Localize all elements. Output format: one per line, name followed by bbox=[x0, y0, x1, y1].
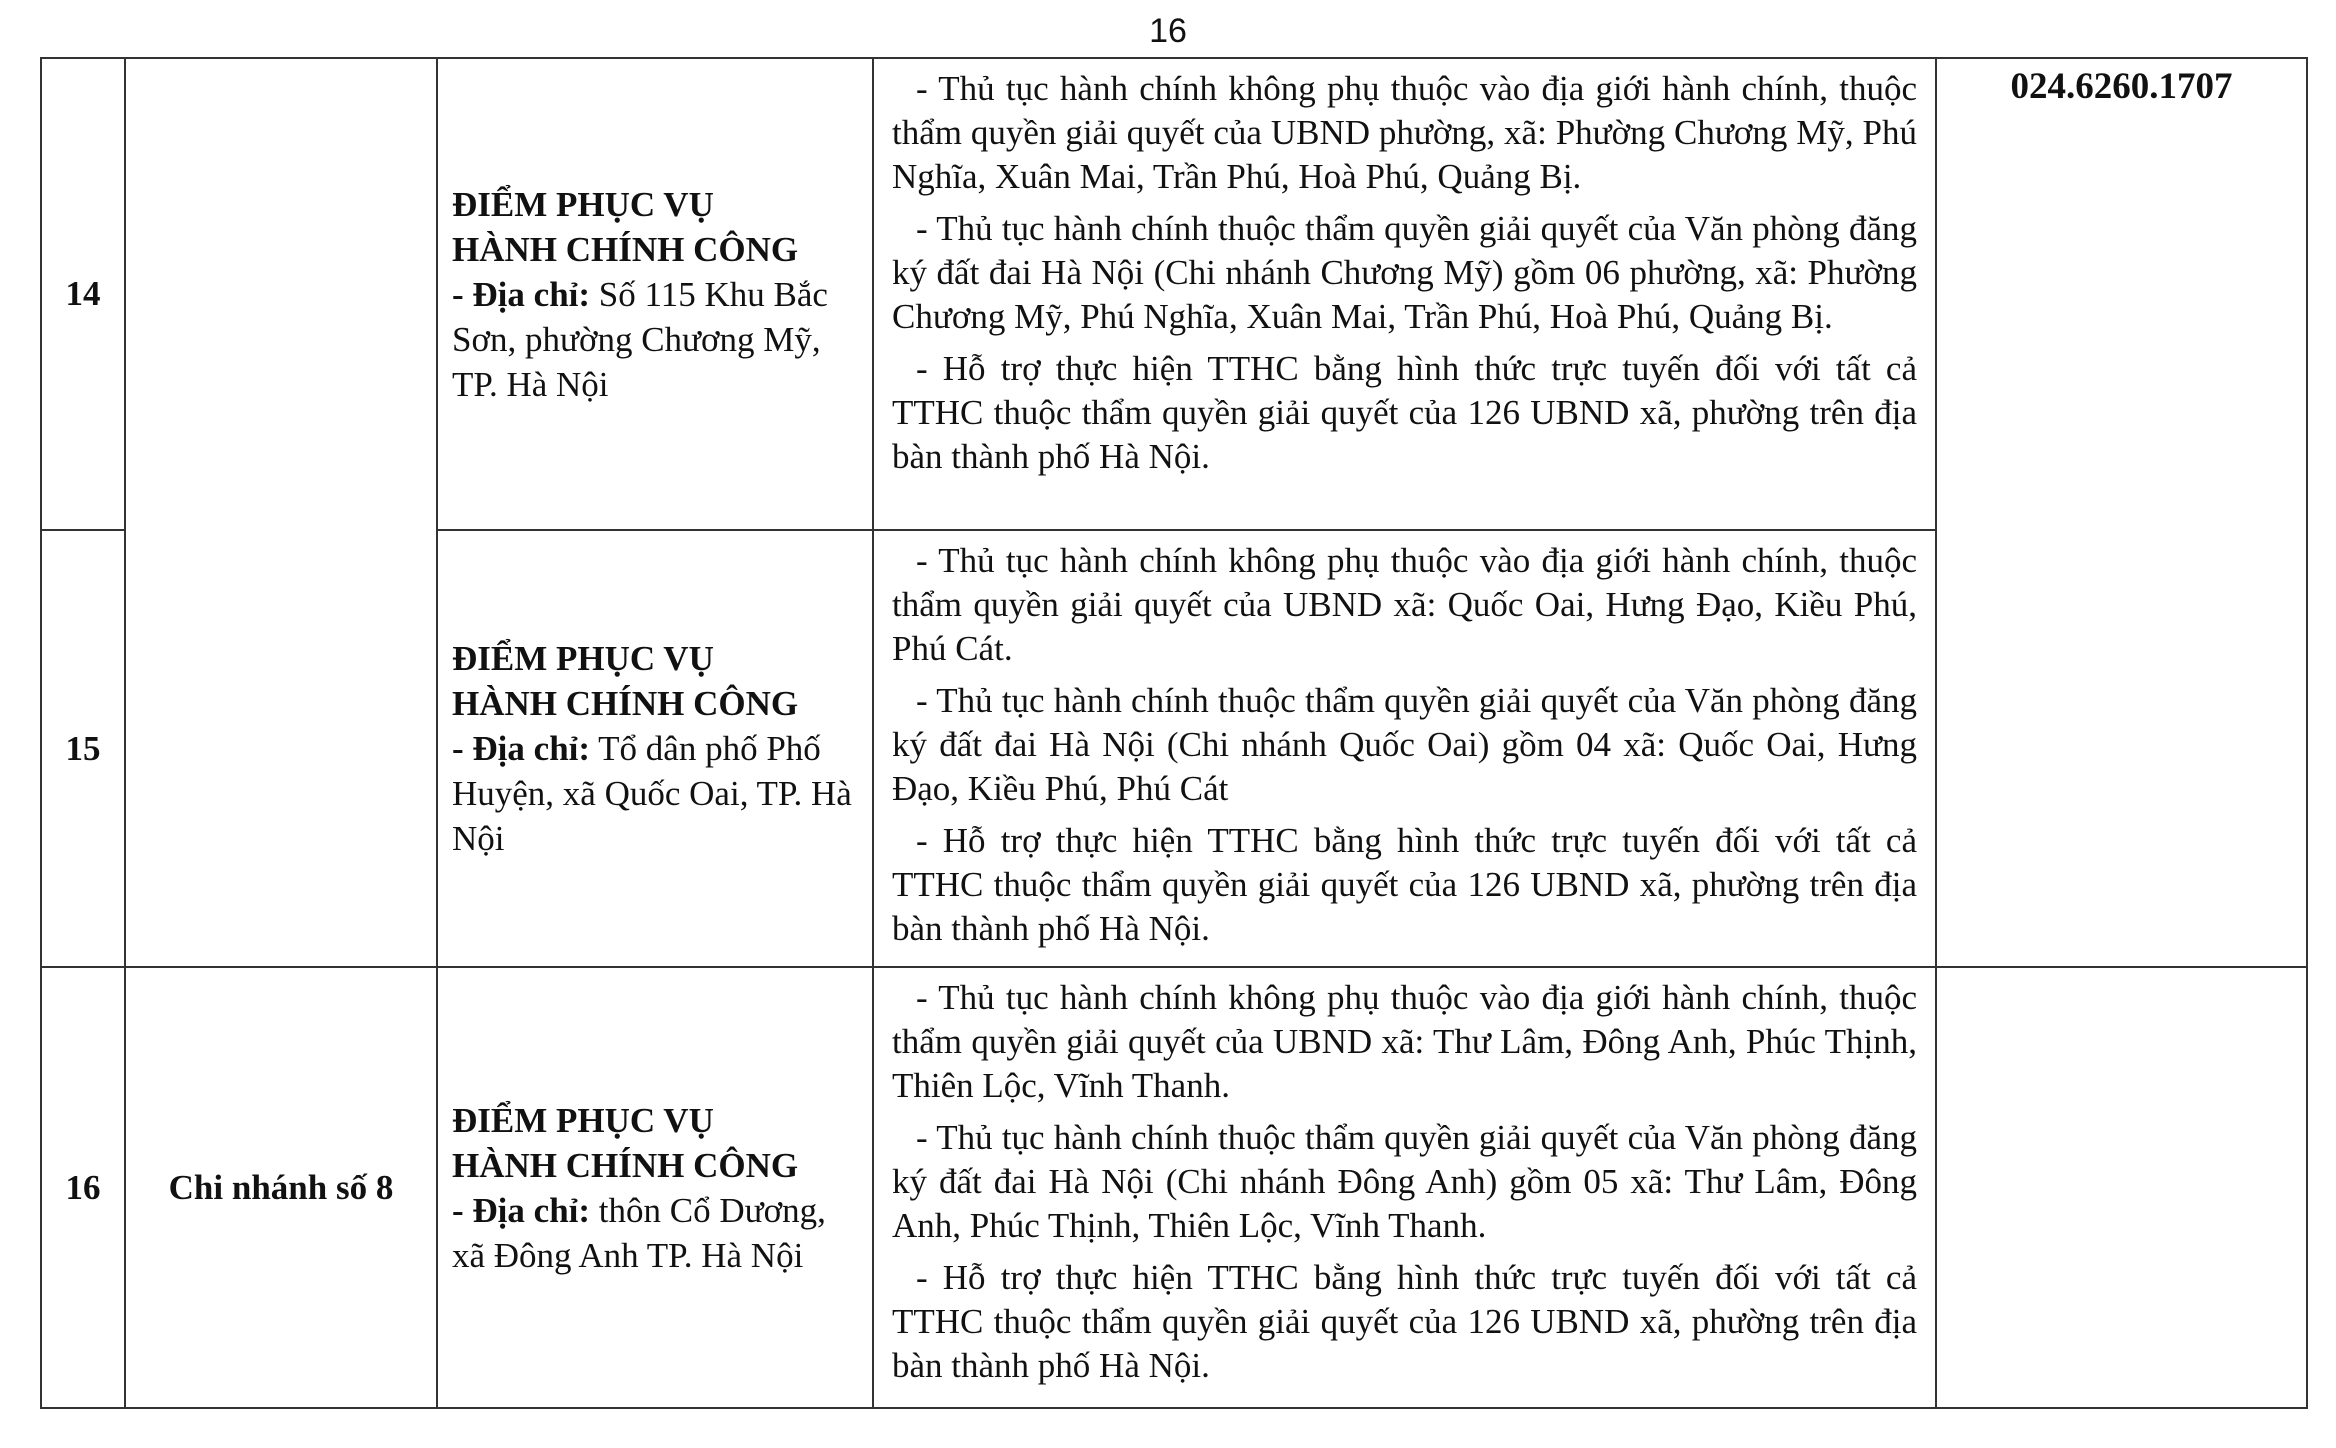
service-point-cell bbox=[437, 967, 873, 1408]
procedures-cell bbox=[873, 58, 1936, 530]
service-point-title: HÀNH CHÍNH CÔNG bbox=[452, 1145, 799, 1185]
service-point-title: ĐIỂM PHỤC VỤ bbox=[452, 639, 714, 678]
service-points-table bbox=[40, 57, 2308, 1409]
row-number: 15 bbox=[41, 530, 125, 967]
page-number: 16 bbox=[1149, 12, 1187, 50]
table-row bbox=[41, 58, 2307, 530]
procedure-item: - Hỗ trợ thực hiện TTHC bằng hình thức trực tuyến đối với tất cả TTHC thuộc thẩm quyền giải quyết của 126 UBND xã, phường trên địa bàn thành phố Hà Nội. bbox=[892, 821, 1917, 948]
service-point-cell bbox=[437, 58, 873, 530]
address-label: - Địa chỉ: bbox=[452, 1190, 591, 1230]
service-point-cell bbox=[437, 530, 873, 967]
row-number: 16 bbox=[41, 967, 125, 1408]
address-text: Tổ dân phố Phố Huyện, xã Quốc Oai, TP. Hà Nội bbox=[452, 729, 852, 858]
phone-cell: 024.6260.1707 bbox=[1936, 58, 2307, 967]
procedure-item: - Thủ tục hành chính thuộc thẩm quyền giải quyết của Văn phòng đăng ký đất đai Hà Nội (Chi nhánh Đông Anh) gồm 05 xã: Thư Lâm, Đông Anh, Phúc Thịnh, Thiên Lộc, Vĩnh Thanh. bbox=[892, 1118, 1917, 1245]
service-point-title: HÀNH CHÍNH CÔNG bbox=[452, 684, 799, 723]
procedure-item: - Hỗ trợ thực hiện TTHC bằng hình thức trực tuyến đối với tất cả TTHC thuộc thẩm quyền giải quyết của 126 UBND xã, phường trên địa bàn thành phố Hà Nội. bbox=[892, 349, 1917, 476]
address-text: thôn Cổ Dương, xã Đông Anh TP. Hà Nội bbox=[452, 1190, 826, 1275]
address-label: - Địa chỉ: bbox=[452, 274, 591, 314]
procedures-cell bbox=[873, 967, 1936, 1408]
procedure-item: - Thủ tục hành chính không phụ thuộc vào địa giới hành chính, thuộc thẩm quyền giải quyết của UBND xã: Thư Lâm, Đông Anh, Phúc Thịnh, Thiên Lộc, Vĩnh Thanh. bbox=[892, 978, 1917, 1105]
branch-cell bbox=[125, 58, 437, 967]
service-point-title: HÀNH CHÍNH CÔNG bbox=[452, 229, 799, 269]
phone-cell-empty bbox=[1936, 967, 2307, 1408]
procedure-item: - Thủ tục hành chính không phụ thuộc vào địa giới hành chính, thuộc thẩm quyền giải quyết của UBND xã: Quốc Oai, Hưng Đạo, Kiều Phú, Phú Cát. bbox=[892, 541, 1917, 668]
table-row bbox=[41, 967, 2307, 1408]
service-point-title: ĐIỂM PHỤC VỤ bbox=[452, 184, 714, 224]
service-point-address bbox=[452, 1188, 858, 1278]
service-point-address bbox=[452, 726, 858, 861]
procedure-item: - Hỗ trợ thực hiện TTHC bằng hình thức trực tuyến đối với tất cả TTHC thuộc thẩm quyền giải quyết của 126 UBND xã, phường trên địa bàn thành phố Hà Nội. bbox=[892, 1258, 1917, 1385]
procedures-cell bbox=[873, 530, 1936, 967]
address-label: - Địa chỉ: bbox=[452, 729, 591, 768]
branch-cell: Chi nhánh số 8 bbox=[125, 967, 437, 1408]
procedure-item: - Thủ tục hành chính thuộc thẩm quyền giải quyết của Văn phòng đăng ký đất đai Hà Nội (Chi nhánh Quốc Oai) gồm 04 xã: Quốc Oai, Hưng Đạo, Kiều Phú, Phú Cát bbox=[892, 681, 1917, 808]
service-point-title: ĐIỂM PHỤC VỤ bbox=[452, 1100, 714, 1140]
row-number: 14 bbox=[41, 58, 125, 530]
service-point-address bbox=[452, 272, 858, 407]
procedure-item: - Thủ tục hành chính không phụ thuộc vào địa giới hành chính, thuộc thẩm quyền giải quyết của UBND phường, xã: Phường Chương Mỹ, Phú Nghĩa, Xuân Mai, Trần Phú, Hoà Phú, Quảng Bị. bbox=[892, 69, 1917, 196]
address-text: Số 115 Khu Bắc Sơn, phường Chương Mỹ, TP. Hà Nội bbox=[452, 274, 828, 404]
procedure-item: - Thủ tục hành chính thuộc thẩm quyền giải quyết của Văn phòng đăng ký đất đai Hà Nội (Chi nhánh Chương Mỹ) gồm 06 phường, xã: Phường Chương Mỹ, Phú Nghĩa, Xuân Mai, Trần Phú, Hoà Phú, Quảng Bị. bbox=[892, 209, 1917, 336]
